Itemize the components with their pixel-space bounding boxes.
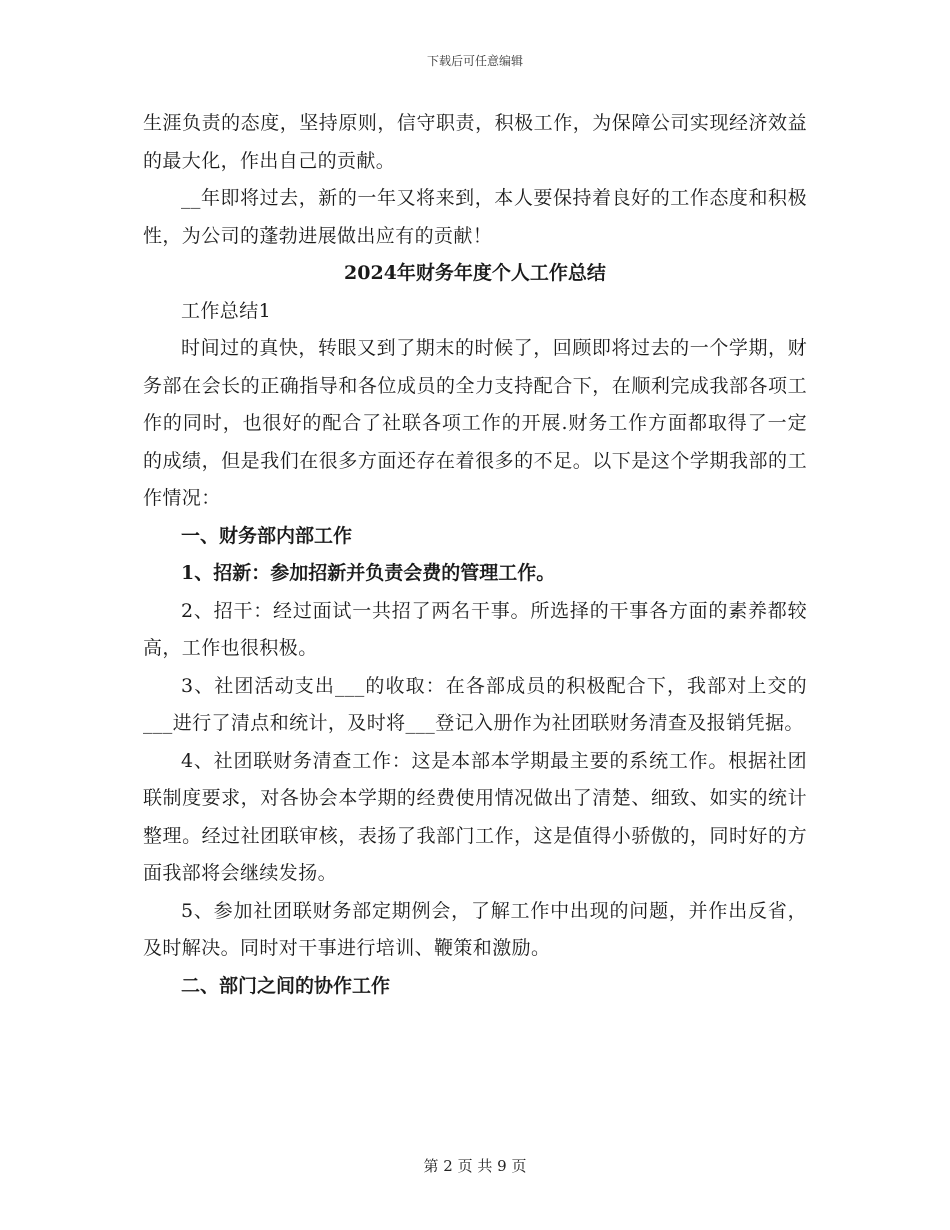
- page-number: 第 2 页 共 9 页: [423, 1157, 527, 1175]
- heading-internal-work: 一、财务部内部工作: [181, 524, 353, 547]
- document-body: [143, 105, 807, 1005]
- header-note: 下载后可任意编辑: [426, 54, 523, 68]
- paragraph-staff: 2、招干：经过面试一共招了两名干事。所选择的干事各方面的素养都较高，工作也很积极。: [143, 599, 807, 659]
- heading-cooperation: 二、部门之间的协作工作: [181, 974, 391, 997]
- section-subtitle: 工作总结1: [181, 299, 272, 322]
- paragraph-meetings: 5、参加社团联财务部定期例会，了解工作中出现的问题，并作出反省，及时解决。同时对干事进行培训、鞭策和激励。: [143, 899, 807, 959]
- paragraph-continuation: 生涯负责的态度，坚持原则，信守职责，积极工作，为保障公司实现经济效益的最大化，作出自己的贡献。: [143, 112, 807, 172]
- paragraph-year-end: __年即将过去，新的一年又将来到，本人要保持着良好的工作态度和积极性，为公司的蓬勃进展做出应有的贡献！: [143, 187, 807, 247]
- heading-recruitment: 1、招新：参加招新并负责会费的管理工作。: [181, 562, 556, 584]
- paragraph-intro: 时间过的真快，转眼又到了期末的时候了，回顾即将过去的一个学期，财务部在会长的正确指导和各位成员的全力支持配合下，在顺利完成我部各项工作的同时，也很好的配合了社联各项工作的开展.财务工作方面都取得了一定的成绩，但是我们在很多方面还存在着很多的不足。以下是这个学期我部的工作情况：: [143, 337, 807, 509]
- paragraph-expenses: 3、社团活动支出___的收取：在各部成员的积极配合下，我部对上交的___进行了清点和统计，及时将___登记入册作为社团联财务清查及报销凭据。: [143, 674, 807, 734]
- paragraph-audit: 4、社团联财务清查工作：这是本部本学期最主要的系统工作。根据社团联制度要求，对各协会本学期的经费使用情况做出了清楚、细致、如实的统计整理。经过社团联审核，表扬了我部门工作，这是值得小骄傲的，同时好的方面我部将会继续发扬。: [143, 749, 807, 884]
- document-title: 2024年财务年度个人工作总结: [344, 262, 606, 284]
